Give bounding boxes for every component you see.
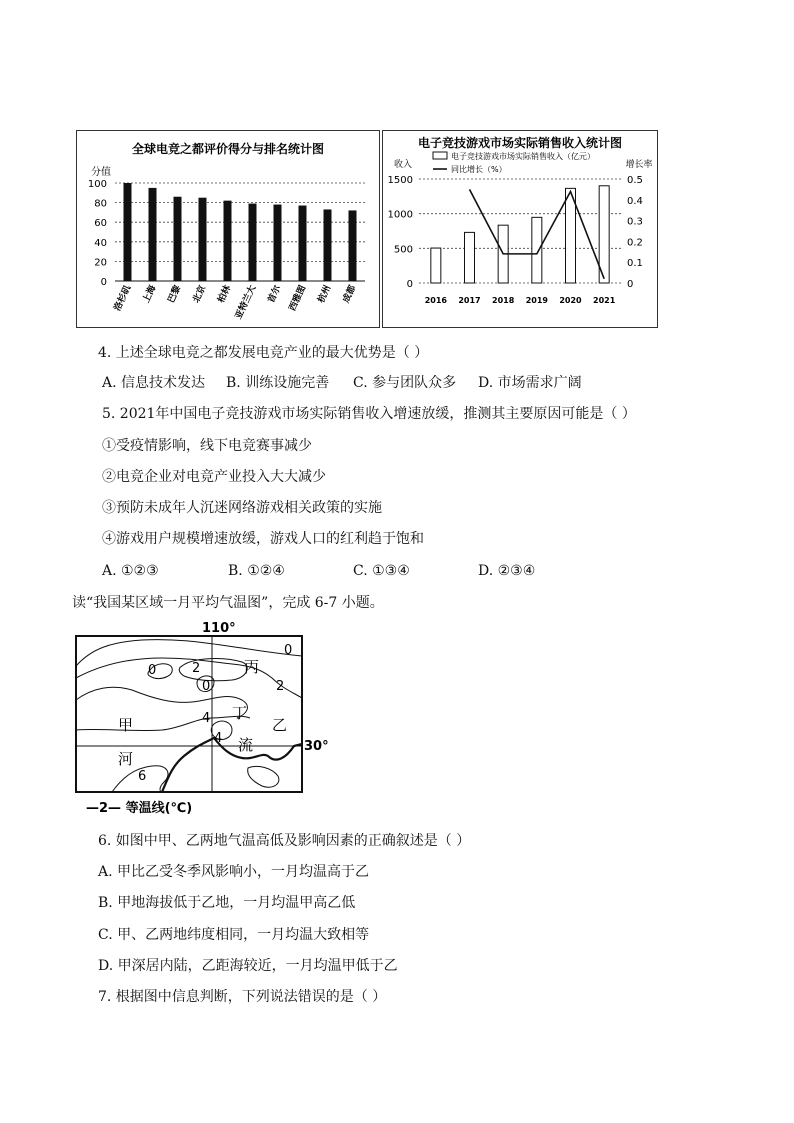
latitude-label: 30°: [304, 739, 329, 754]
chart1-xtick-7: 西雅图: [287, 284, 309, 313]
chart1-ytick-3: 60: [94, 218, 107, 230]
q4-option-b: B. 训练设施完善: [226, 375, 330, 391]
iso-label-2b: 2: [276, 679, 285, 694]
chart2-y2tick-2: 0.2: [627, 237, 643, 249]
chart1-bar-5: [249, 204, 257, 281]
chart1-ylabel: 分值: [91, 167, 111, 178]
place-jia: 甲: [118, 716, 134, 734]
chart1-ytick-1: 20: [94, 257, 107, 269]
chart-esports-cities-svg: [77, 131, 379, 327]
q5-option-b: B. ①②④: [228, 563, 285, 579]
q5-item-1: ①受疫情影响，线下电竞赛事减少: [102, 438, 312, 454]
chart1-xtick-4: 柏林: [216, 284, 234, 305]
place-yi: 乙: [272, 716, 288, 734]
chart2-ylabel: 收入: [393, 160, 413, 170]
iso-label-0a: 0: [148, 663, 157, 678]
q5-option-c: C. ①③④: [353, 563, 410, 579]
chart-esports-revenue-svg: [383, 131, 657, 327]
chart-esports-revenue: [382, 130, 658, 328]
iso-label-4a: 4: [202, 711, 211, 726]
q6-option-c: C. 甲、乙两地纬度相同，一月均温大致相等: [98, 927, 370, 943]
q4-option-d: D. 市场需求广阔: [478, 375, 582, 391]
river-char-liu: 流: [238, 736, 254, 754]
chart2-ytick-2: 1000: [387, 209, 413, 221]
chart2-y2tick-5: 0.5: [627, 175, 643, 186]
q6-stem: 6. 如图中甲、乙两地气温高低及影响因素的正确叙述是（ ）: [98, 833, 471, 849]
q6-option-b: B. 甲地海拔低于乙地，一月均温甲高乙低: [98, 895, 356, 911]
chart2-legend-line-label: 同比增长（%）: [451, 165, 507, 174]
q6-option-d: D. 甲深居内陆，乙距海较近，一月均温甲低于乙: [98, 958, 398, 974]
place-bing: 丙: [244, 658, 260, 676]
chart2-legend-bar-label: 电子竞技游戏市场实际销售收入（亿元）: [451, 152, 595, 161]
iso-label-0c: 0: [284, 643, 293, 658]
chart2-bar-3: [532, 217, 542, 283]
chart1-ytick-0: 0: [100, 277, 107, 288]
chart2-ytick-1: 500: [393, 244, 413, 256]
chart1-bar-2: [174, 197, 182, 281]
q4-stem: 4. 上述全球电竞之都发展电竞产业的最大优势是（ ）: [98, 345, 429, 361]
chart1-bar-4: [224, 201, 232, 281]
chart1-bar-3: [199, 198, 207, 281]
chart1-xtick-8: 杭州: [316, 284, 334, 305]
chart2-xtick-5: 2021: [593, 296, 616, 305]
chart1-xtick-9: 成都: [341, 284, 359, 305]
place-ding: 丁: [232, 704, 248, 722]
chart2-xtick-2: 2018: [492, 296, 515, 305]
chart1-title: 全球电竞之都评价得分与排名统计图: [131, 142, 325, 156]
q5-item-4: ④游戏用户规模增速放缓，游戏人口的红利趋于饱和: [102, 531, 424, 547]
chart1-xtick-6: 首尔: [266, 284, 284, 305]
q5-option-a: A. ①②③: [102, 563, 159, 579]
iso-label-6: 6: [138, 769, 147, 784]
q5-option-d: D. ②③④: [478, 563, 536, 579]
longitude-label: 110°: [202, 621, 236, 636]
chart1-ytick-2: 40: [94, 237, 107, 249]
chart2-y2tick-0: 0: [627, 279, 634, 290]
chart1-xtick-3: 北京: [191, 284, 209, 305]
chart2-ytick-3: 1500: [387, 175, 413, 186]
q5-item-3: ③预防未成年人沉迷网络游戏相关政策的实施: [102, 500, 382, 516]
chart1-xtick-2: 巴黎: [166, 284, 184, 305]
chart1-bar-7: [299, 206, 307, 281]
chart2-xtick-3: 2019: [525, 296, 548, 305]
chart2-xtick-0: 2016: [424, 296, 447, 305]
chart1-xtick-0: 洛杉矶: [112, 284, 134, 313]
iso-label-2a: 2: [192, 661, 201, 676]
q5-item-2: ②电竞企业对电竞产业投入大大减少: [102, 469, 326, 485]
chart2-y2tick-3: 0.3: [627, 216, 643, 228]
iso-label-0b: 0: [202, 679, 211, 694]
q6-option-a: A. 甲比乙受冬季风影响小，一月均温高于乙: [98, 864, 370, 880]
chart2-y2tick-1: 0.1: [627, 258, 643, 270]
river-char-he: 河: [118, 750, 134, 768]
chart2-xtick-1: 2017: [458, 296, 481, 305]
chart2-ytick-0: 0: [406, 279, 413, 290]
chart2-legend-bar-swatch: [433, 152, 447, 159]
chart1-bar-0: [124, 183, 132, 281]
isotherm-map: [72, 618, 329, 818]
q5-stem: 5. 2021年中国电子竞技游戏市场实际销售收入增速放缓，推测其主要原因可能是（ ）: [102, 406, 636, 422]
q4-option-a: A. 信息技术发达: [102, 375, 206, 391]
iso-label-4b: 4: [214, 731, 223, 746]
section-intro: 读“我国某区域一月平均气温图”，完成 6-7 小题。: [72, 595, 384, 611]
map-legend: —2— 等温线(℃): [86, 801, 193, 816]
chart2-title: 电子竞技游戏市场实际销售收入统计图: [417, 136, 623, 150]
chart2-xtick-4: 2020: [559, 296, 582, 305]
chart1-bar-8: [324, 209, 332, 281]
chart1-ytick-5: 100: [87, 179, 107, 190]
chart2-bar-1: [465, 232, 475, 283]
q7-stem: 7. 根据图中信息判断，下列说法错误的是（ ）: [98, 989, 387, 1005]
chart2-y2tick-4: 0.4: [627, 195, 643, 207]
chart1-bar-9: [349, 210, 357, 281]
q4-option-c: C. 参与团队众多: [353, 375, 457, 391]
chart2-y2label: 增长率: [625, 160, 653, 170]
chart2-bar-0: [431, 248, 441, 283]
chart1-bar-6: [274, 205, 282, 281]
chart1-xtick-1: 上海: [141, 284, 159, 305]
isotherm-map-svg: [72, 618, 329, 818]
chart1-bar-1: [149, 188, 157, 281]
chart1-xtick-5: 亚特兰大: [233, 284, 259, 321]
chart-esports-cities: [76, 130, 380, 328]
chart1-ytick-4: 80: [94, 198, 107, 210]
